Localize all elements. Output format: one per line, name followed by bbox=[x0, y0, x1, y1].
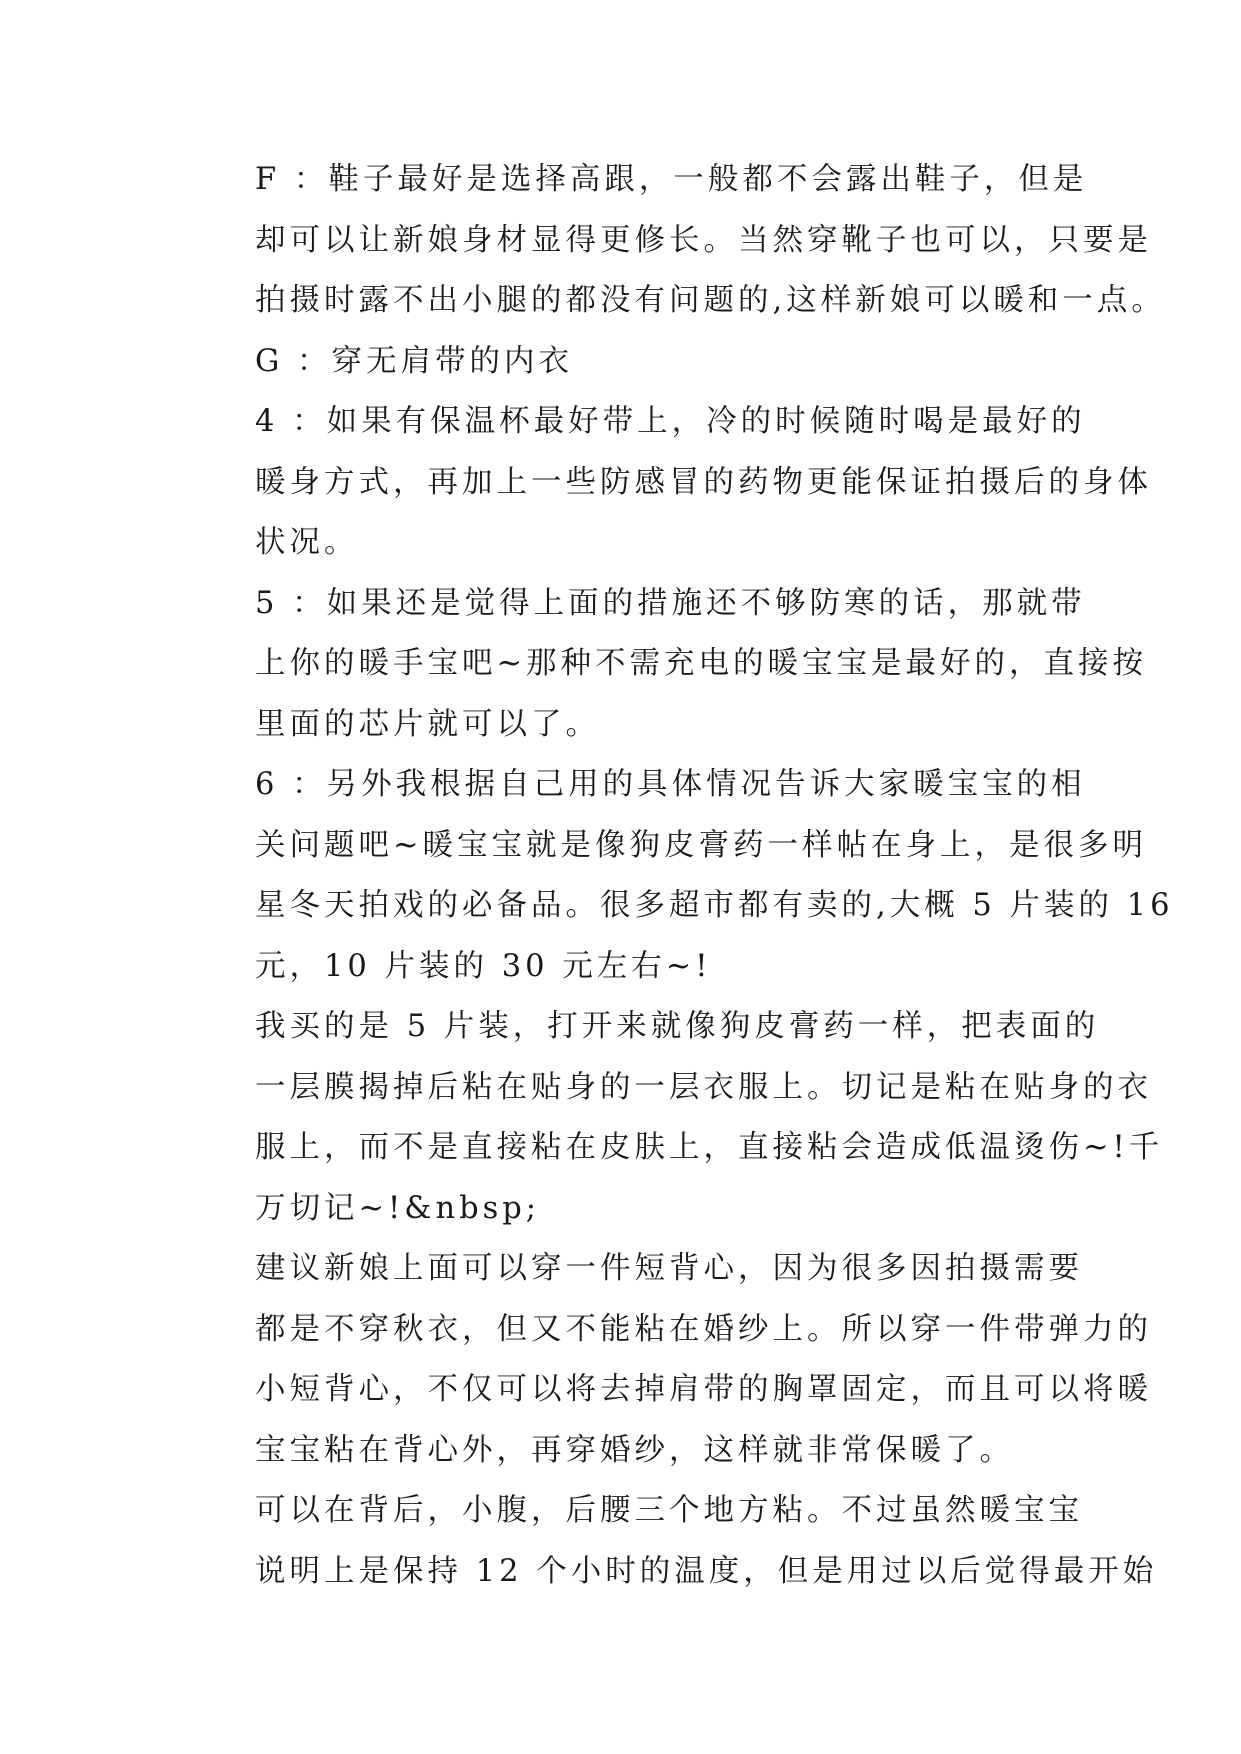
text-line: 服上，而不是直接粘在皮肤上，直接粘会造成低温烫伤~!千 bbox=[255, 1130, 1164, 1165]
text-line: 小短背心，不仅可以将去掉肩带的胸罩固定，而且可以将暖 bbox=[255, 1372, 1152, 1407]
paragraph-shoes bbox=[189, 150, 1166, 332]
text-line: 星冬天拍戏的必备品。很多超市都有卖的,大概 5 片装的 16 bbox=[255, 888, 1174, 923]
text-line: 宝宝粘在背心外，再穿婚纱，这样就非常保暖了。 bbox=[255, 1432, 1014, 1468]
paragraph-placement bbox=[189, 1481, 1158, 1602]
text-line: 4 ：如果有保温杯最好带上，冷的时候随时喝是最好的 bbox=[255, 404, 1086, 439]
text-line: 却可以让新娘身材显得更修长。当然穿靴子也可以，只要是 bbox=[255, 222, 1152, 258]
text-line: 说明上是保持 12 个小时的温度，但是用过以后觉得最开始 bbox=[255, 1553, 1158, 1589]
text-line: 我买的是 5 片装，打开来就像狗皮膏药一样，把表面的 bbox=[255, 1009, 1100, 1044]
text-line: 暖身方式，再加上一些防感冒的药物更能保证拍摄后的身体 bbox=[255, 464, 1152, 500]
paragraph-vest bbox=[189, 1239, 1152, 1481]
text-line: 里面的芯片就可以了。 bbox=[255, 706, 600, 742]
text-line: 建议新娘上面可以穿一件短背心，因为很多因拍摄需要 bbox=[255, 1251, 1083, 1286]
text-line: G ：穿无肩带的内衣 bbox=[255, 343, 574, 379]
text-line: 5 ：如果还是觉得上面的措施还不够防寒的话，那就带 bbox=[255, 585, 1086, 621]
text-line: 可以在背后，小腹，后腰三个地方粘。不过虽然暖宝宝 bbox=[255, 1493, 1083, 1528]
text-line: 上你的暖手宝吧~那种不需充电的暖宝宝是最好的，直接按 bbox=[255, 646, 1148, 681]
text-line: F ：鞋子最好是选择高跟，一般都不会露出鞋子，但是 bbox=[255, 162, 1088, 197]
paragraph-thermos bbox=[189, 392, 1152, 574]
text-line: 一层膜揭掉后粘在贴身的一层衣服上。切记是粘在贴身的衣 bbox=[255, 1069, 1152, 1105]
paragraph-heat-patch bbox=[189, 755, 1174, 997]
text-line: 拍摄时露不出小腿的都没有问题的,这样新娘可以暖和一点。 bbox=[255, 283, 1166, 318]
paragraph-underwear bbox=[189, 332, 1049, 393]
paragraph-hand-warmer bbox=[189, 574, 1148, 756]
text-line: 都是不穿秋衣，但又不能粘在婚纱上。所以穿一件带弹力的 bbox=[255, 1311, 1152, 1347]
text-line: 万切记~!&nbsp; bbox=[255, 1190, 541, 1226]
text-line: 元，10 片装的 30 元左右~! bbox=[255, 948, 712, 984]
document-body bbox=[189, 150, 1174, 1602]
paragraph-usage bbox=[189, 997, 1164, 1239]
text-line: 6 ：另外我根据自己用的具体情况告诉大家暖宝宝的相 bbox=[255, 767, 1086, 802]
text-line: 关问题吧~暖宝宝就是像狗皮膏药一样帖在身上，是很多明 bbox=[255, 827, 1148, 863]
text-line: 状况。 bbox=[255, 525, 359, 560]
